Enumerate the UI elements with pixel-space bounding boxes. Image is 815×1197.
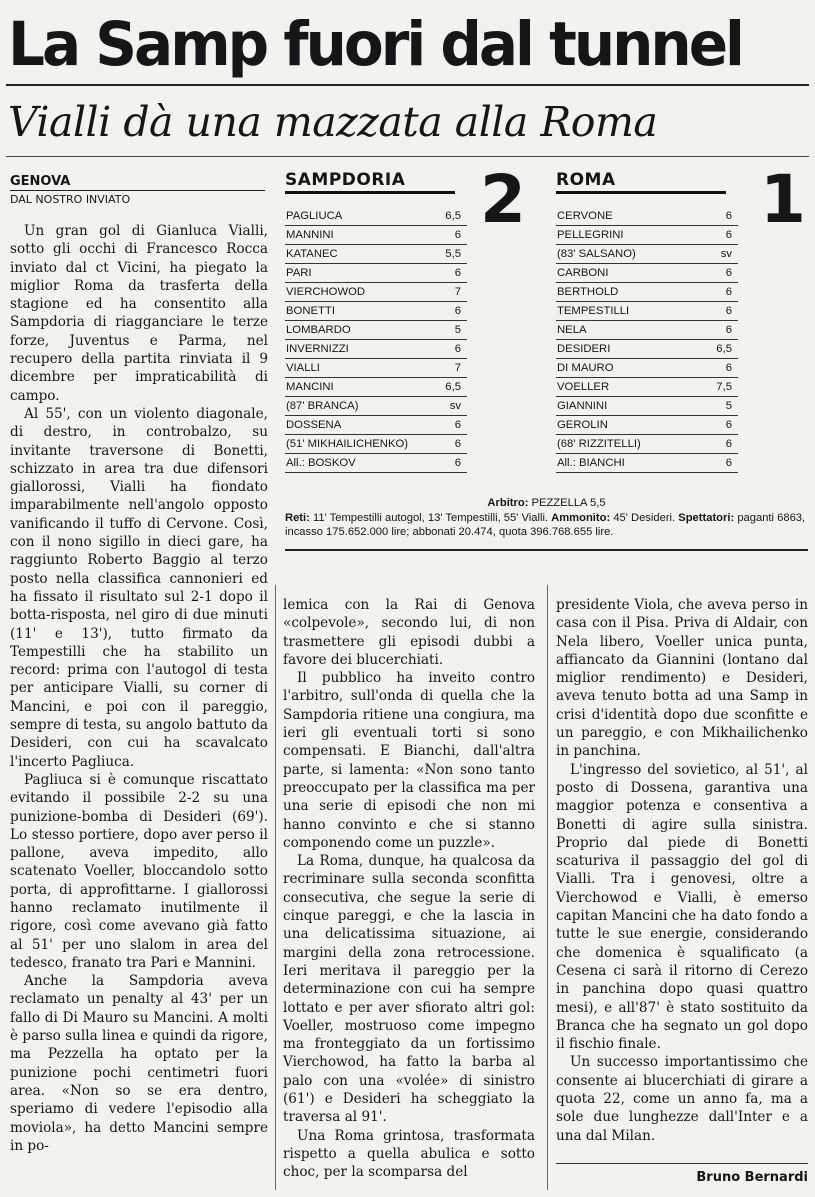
roma-player-row — [556, 340, 738, 359]
sampdoria-player-row — [285, 359, 467, 378]
referee-label: Arbitro: — [487, 497, 529, 509]
player-rating: 5 — [725, 400, 732, 412]
player-name: (68' RIZZITELLI) — [557, 438, 641, 450]
author-signature: Bruno Bernardi — [696, 1170, 808, 1185]
paragraph: lemica con la Rai di Genova «colpevole», secondo lui, di non trasmettere gli episodi dubbi a favore dei blucerchiati. — [283, 597, 535, 668]
sampdoria-score: 2 — [480, 161, 526, 238]
article-column-3 — [556, 596, 808, 1156]
player-rating: 5 — [454, 324, 461, 336]
roma-player-row — [556, 359, 738, 378]
player-rating: 6,5 — [445, 381, 461, 393]
player-rating: 7 — [454, 286, 461, 298]
player-rating: 5,5 — [445, 248, 461, 260]
sampdoria-player-row — [285, 454, 467, 473]
player-rating: 6 — [454, 305, 461, 317]
player-rating: 6 — [454, 457, 461, 469]
paragraph: La Roma, dunque, ha qualcosa da recriminare sulla seconda sconfitta consecutiva, che segue la serie di cinque pareggi, e che la lascia in una delicatissima situazione, ai margini della zona retrocessione. Ieri meritava il pareggio per la determinazione con cui ha sempre lottato e per aver sfiorato altri gol: Voeller, mostruoso come impegno ma fronteggiato da un fortissimo Vierchowod, ha fatto la barba al palo con una «volée» di sinistro (61') e Desideri ha scheggiato la traversa al 91'. — [283, 853, 535, 1126]
player-name: BERTHOLD — [557, 286, 619, 298]
player-name: MANCINI — [286, 381, 334, 393]
subheadline: Vialli dà una mazzata alla Roma — [8, 98, 658, 146]
roma-player-row — [556, 397, 738, 416]
goals-label: Reti: — [285, 512, 310, 524]
player-name: PELLEGRINI — [557, 229, 624, 241]
roma-player-row — [556, 207, 738, 226]
player-rating: 6 — [725, 362, 732, 374]
spectators-value: paganti 6863, incasso 175.652.000 lire; abbonati 20.474, quota 396.768.655 lire. — [285, 512, 806, 538]
player-name: MANNINI — [286, 229, 334, 241]
player-name: (83' SALSANO) — [557, 248, 636, 260]
player-name: DOSSENA — [286, 419, 342, 431]
roma-player-row — [556, 302, 738, 321]
column-divider — [275, 585, 276, 1190]
paragraph: presidente Viola, che aveva perso in casa con il Pisa. Priva di Aldair, con Nela libero, Voeller unica punta, affiancato da Giannini (lontano dal miglior rendimento) e Desideri, aveva tenuto botta ad una Samp in crisi d'identità dopo due sconfitte e un pareggio, e con Mikhailichenko in panchina. — [556, 597, 808, 760]
player-name: KATANEC — [286, 248, 338, 260]
roma-player-row — [556, 245, 738, 264]
sampdoria-player-row — [285, 302, 467, 321]
sampdoria-player-row — [285, 397, 467, 416]
player-rating: 6 — [454, 343, 461, 355]
roma-team-name: ROMA — [556, 170, 726, 194]
article-column-1 — [10, 222, 268, 1190]
player-name: PAGLIUCA — [286, 210, 343, 222]
article-column-2 — [283, 596, 535, 1190]
player-rating: 6 — [454, 267, 461, 279]
sampdoria-player-row — [285, 207, 467, 226]
player-name: VIERCHOWOD — [286, 286, 366, 298]
paragraph: Pagliuca si è comunque riscattato evitando il possibile 2-2 su una punizione-bomba di Desideri (69'). Lo stesso portiere, dopo aver perso il pallone, aveva impedito, allo scatenato Voeller, bloccandolo sotto porta, di approfittarne. I giallorossi hanno reclamato inutilmente il rigore, così come avevano già fatto al 51' per uno slalom in area del tedesco, franato tra Pari e Mannini. — [10, 771, 268, 971]
player-rating: 6 — [725, 457, 732, 469]
sampdoria-team-name: SAMPDORIA — [285, 170, 455, 194]
player-rating: 6 — [725, 210, 732, 222]
headline: La Samp fuori dal tunnel — [8, 8, 742, 80]
booked-value: 45' Desideri. — [613, 512, 676, 524]
sampdoria-player-row — [285, 378, 467, 397]
sampdoria-player-row — [285, 340, 467, 359]
referee-value: PEZZELLA 5,5 — [531, 497, 606, 509]
roma-player-row — [556, 435, 738, 454]
paragraph: Un gran gol di Gianluca Vialli, sotto gli occhi di Francesco Rocca inviato dal ct Vicini, ha piegato la miglior Roma da trasferta della stagione ed ha consentito alla Sampdoria di riagganciare le terze forze, Juventus e Parma, nel recupero della partita rinviata il 9 dicembre per impraticabilità di campo. — [10, 223, 268, 404]
player-rating: sv — [720, 248, 732, 260]
player-name: LOMBARDO — [286, 324, 351, 336]
player-rating: 6 — [725, 305, 732, 317]
player-rating: 7,5 — [716, 381, 732, 393]
byline-top: DAL NOSTRO INVIATO — [10, 193, 131, 206]
player-name: (51' MIKHAILICHENKO) — [286, 438, 409, 450]
player-rating: 6 — [725, 438, 732, 450]
player-rating: 7 — [454, 362, 461, 374]
spectators-label: Spettatori: — [678, 512, 735, 524]
paragraph: Una Roma grintosa, trasformata rispetto a quella abulica e sotto choc, per la scomparsa del — [283, 1127, 535, 1181]
roma-player-row — [556, 264, 738, 283]
player-name: DI MAURO — [557, 362, 614, 374]
sampdoria-player-row — [285, 245, 467, 264]
paragraph: Un successo importantissimo che consente ai blucerchiati di girare a quota 22, come un anno fa, ma a sole due lunghezze dall'Inter e a una dal Milan. — [556, 1054, 808, 1144]
player-name: BONETTI — [286, 305, 335, 317]
player-name: TEMPESTILLI — [557, 305, 630, 317]
match-details — [285, 511, 808, 539]
roma-player-row — [556, 321, 738, 340]
roma-player-row — [556, 416, 738, 435]
player-rating: 6 — [725, 286, 732, 298]
headline-rule — [6, 84, 809, 86]
player-name: CARBONI — [557, 267, 609, 279]
player-name: GEROLIN — [557, 419, 608, 431]
sampdoria-player-row — [285, 435, 467, 454]
player-name: NELA — [557, 324, 587, 336]
player-name: DESIDERI — [557, 343, 611, 355]
player-name: INVERNIZZI — [286, 343, 349, 355]
dateline: GENOVA — [10, 174, 265, 191]
paragraph: L'ingresso del sovietico, al 51', al posto di Dossena, garantiva una maggior potenza e consentiva a Bonetti di agire sulla sinistra. Proprio dal piede di Bonetti scaturiva il passaggio del gol di Vialli. Tra i genovesi, oltre a Vierchowod e Vialli, è emerso capitan Mancini che ha dato fondo a tutte le sue energie, considerando che domenica è squalificato (a Cesena ci sarà il ritorno di Cerezo in panchina dopo quasi quattro mesi), e all'87' è stato sostituito da Branca che ha segnato un gol dopo il fischio finale. — [556, 761, 808, 1053]
roma-score: 1 — [760, 161, 806, 238]
player-rating: 6 — [725, 419, 732, 431]
player-name: CERVONE — [557, 210, 613, 222]
player-rating: 6 — [454, 229, 461, 241]
sampdoria-player-row — [285, 416, 467, 435]
player-rating: 6 — [725, 229, 732, 241]
player-rating: 6 — [725, 267, 732, 279]
player-name: GIANNINI — [557, 400, 608, 412]
paragraph: Il pubblico ha inveito contro l'arbitro, sull'onda di quella che la Sampdoria ritiene una congiura, ma ieri gli eventuali torti si sono compensati. E Bianchi, dall'altra parte, si lamenta: «Non sono tanto preoccupato per la classifica ma per una serie di episodi che non mi hanno convinto e che si stanno componendo come un puzzle». — [283, 670, 535, 851]
signature-rule — [556, 1163, 808, 1164]
player-rating: sv — [449, 400, 461, 412]
roma-ratings-table — [556, 207, 738, 473]
paragraph: Al 55', con un violento diagonale, di destro, in controbalzo, su invitante traversone di Bonetti, schizzato in area tra due difensori giallorossi, Vialli ha fiondato imparabilmente nell'angolo opposto vanificando il tuffo di Cervone. Così, con il nono sigillo in dieci gare, ha raggiunto Roberto Baggio al terzo posto nella classifica cannonieri ed ha fissato il risultato sul 2-1 dopo il botta-risposta, nel giro di due minuti (11' e 13'), tutto firmato da Tempestilli che ha stabilito un record: prima con l'autogol di testa per anticipare Vialli, su corner di Mancini, e poi con il pareggio, sempre di testa, su angolo battuto da Desideri, con cui ha scavalcato l'incerto Pagliuca. — [10, 405, 268, 770]
player-name: All.: BIANCHI — [557, 457, 625, 469]
player-rating: 6,5 — [716, 343, 732, 355]
player-rating: 6 — [454, 419, 461, 431]
sampdoria-player-row — [285, 283, 467, 302]
roma-player-row — [556, 226, 738, 245]
player-name: VOELLER — [557, 381, 610, 393]
roma-player-row — [556, 454, 738, 473]
sampdoria-ratings-table — [285, 207, 467, 473]
roma-player-row — [556, 378, 738, 397]
paragraph: Anche la Sampdoria aveva reclamato un penalty al 43' per un fallo di Di Mauro su Mancini. A molti è parso sulla linea e quindi da rigore, ma Pezzella ha optato per la punizione pochi centimetri fuori area. «Non so se era dentro, speriamo di vedere l'episodio alla moviola», ha detto Mancini sempre in po- — [10, 973, 268, 1154]
column-divider — [547, 585, 548, 1190]
sampdoria-player-row — [285, 321, 467, 340]
goals-value: 11' Tempestilli autogol, 13' Tempestilli, 55' Vialli. — [312, 512, 549, 524]
subheadline-rule — [6, 156, 809, 157]
player-name: (87' BRANCA) — [286, 400, 359, 412]
player-name: VIALLI — [286, 362, 320, 374]
player-rating: 6,5 — [445, 210, 461, 222]
booked-label: Ammonito: — [551, 512, 611, 524]
roma-player-row — [556, 283, 738, 302]
match-info — [285, 496, 808, 539]
player-name: All.: BOSKOV — [286, 457, 356, 469]
player-rating: 6 — [454, 438, 461, 450]
sampdoria-player-row — [285, 226, 467, 245]
match-info-rule — [285, 549, 808, 551]
referee-line — [285, 496, 808, 510]
sampdoria-player-row — [285, 264, 467, 283]
player-name: PARI — [286, 267, 312, 279]
player-rating: 6 — [725, 324, 732, 336]
